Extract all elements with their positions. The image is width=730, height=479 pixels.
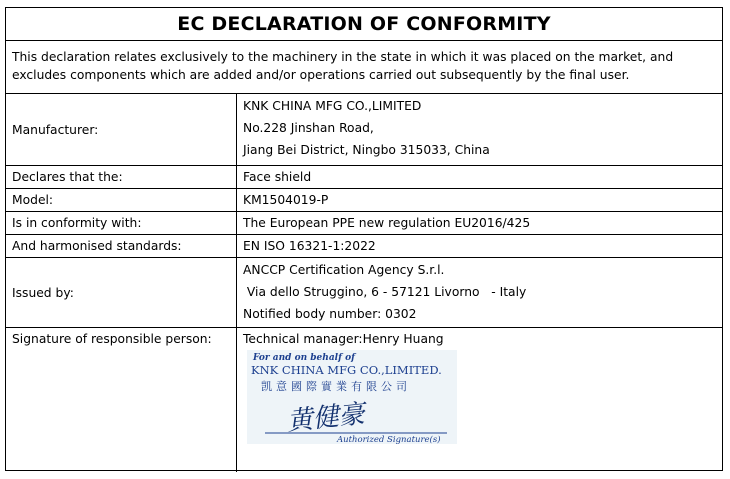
notified-body-number: Notified body number: 0302 — [243, 307, 417, 321]
intro-text: This declaration relates exclusively to the machinery in the state in which it was placed on the market, and excludes components which are added and/or operations carried out subsequently by the final user. — [6, 41, 722, 94]
row-signature — [6, 328, 722, 472]
signatory-title: Technical manager:Henry Huang — [243, 332, 444, 346]
manufacturer-address-2: Jiang Bei District, Ningbo 315033, China — [243, 143, 490, 157]
row-manufacturer — [6, 94, 722, 166]
standards-label: And harmonised standards: — [6, 235, 237, 257]
stamp-line-1: For and on behalf of — [253, 353, 355, 363]
row-issued-by — [6, 258, 722, 328]
row-product — [6, 166, 722, 189]
declaration-document — [5, 7, 723, 471]
conformity-value: The European PPE new regulation EU2016/425 — [243, 216, 531, 230]
signature-label: Signature of responsible person: — [6, 328, 237, 472]
stamp-line-2: KNK CHINA MFG CO.,LIMITED. — [251, 363, 442, 377]
row-model — [6, 189, 722, 212]
manufacturer-label: Manufacturer: — [6, 94, 237, 165]
manufacturer-name: KNK CHINA MFG CO.,LIMITED — [243, 99, 422, 113]
issued-by-label: Issued by: — [6, 258, 237, 327]
stamp-graphic — [247, 350, 457, 444]
signature-value — [237, 328, 722, 472]
conformity-label: Is in conformity with: — [6, 212, 237, 234]
standards-value: EN ISO 16321-1:2022 — [243, 239, 376, 253]
row-standards — [6, 235, 722, 258]
row-conformity — [6, 212, 722, 235]
company-stamp — [247, 350, 457, 444]
product-label: Declares that the: — [6, 166, 237, 188]
stamp-line-3: 凯意國際實業有限公司 — [261, 380, 411, 393]
issuer-address: Via dello Struggino, 6 - 57121 Livorno - Italy — [243, 285, 527, 299]
issuer-name: ANCCP Certification Agency S.r.l. — [243, 263, 445, 277]
issued-by-value — [237, 258, 722, 327]
manufacturer-value — [237, 94, 722, 165]
manufacturer-address-1: No.228 Jinshan Road, — [243, 121, 374, 135]
product-value: Face shield — [243, 170, 312, 184]
model-label: Model: — [6, 189, 237, 211]
stamp-signature: 黄健豪 — [285, 399, 367, 438]
model-value: KM1504019-P — [243, 193, 329, 207]
document-title: EC DECLARATION OF CONFORMITY — [6, 8, 722, 41]
stamp-line-4: Authorized Signature(s) — [337, 435, 441, 444]
